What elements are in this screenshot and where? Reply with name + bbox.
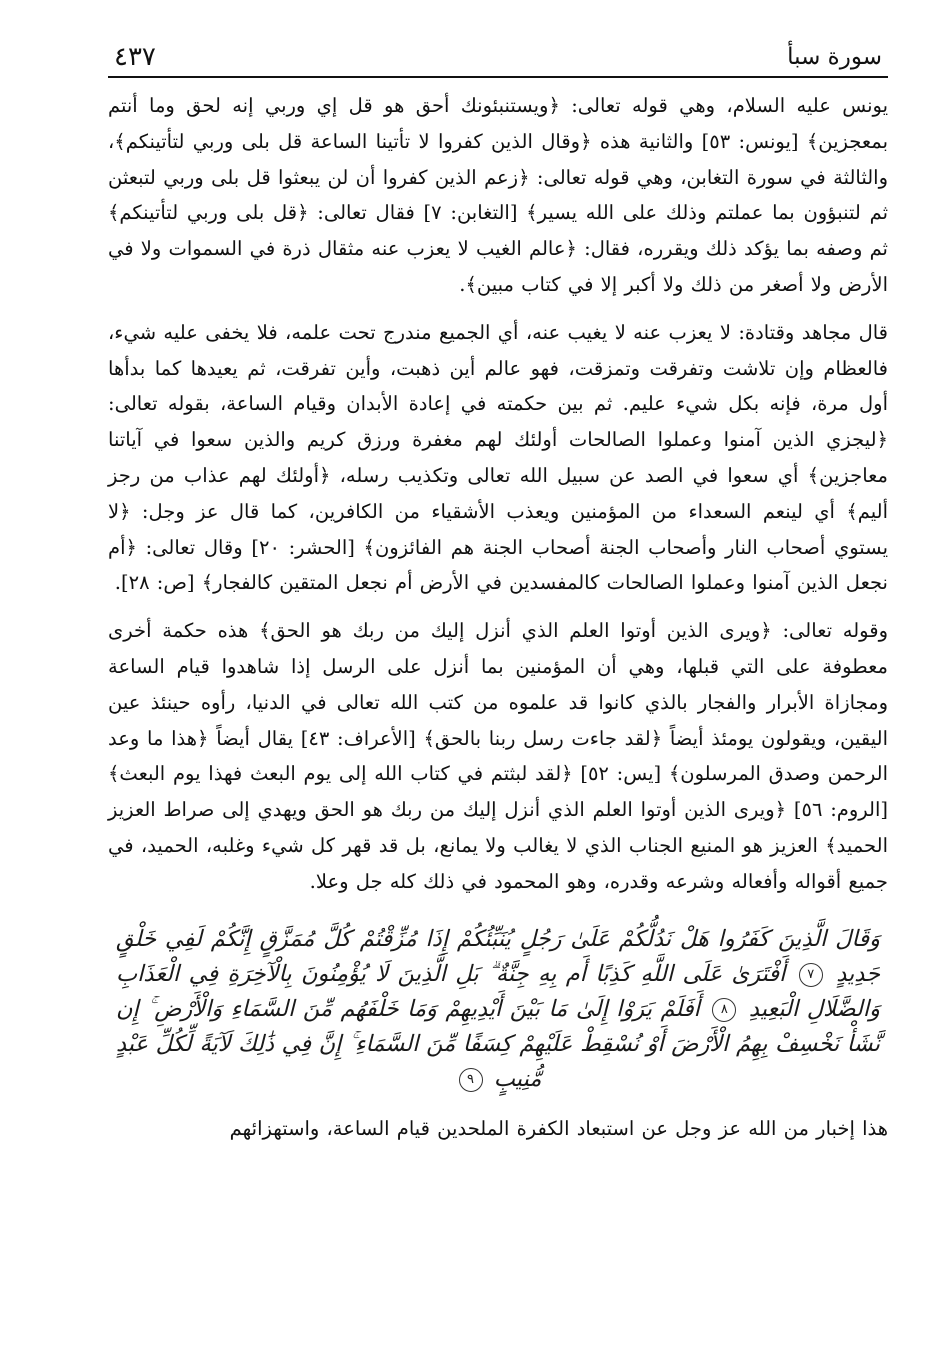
paragraph-2: قال مجاهد وقتادة: لا يعزب عنه لا يغيب عنه، أي الجميع مندرج تحت علمه، فلا يخفى عليه شيء، فالعظام وإن تلاشت وتفرقت وتمزقت، فهو عالم أين ذهبت، وأين تفرقت، ثم يعيدها كما بدأها أول مرة، فإنه بكل شيء عليم. ثم بين حكمته في إعادة الأبدان وقيام الساعة، بقوله تعالى: ﴿ليجزي الذين آمنوا وعملوا الصالحات أولئك لهم مغفرة ورزق كريم والذين سعوا في آياتنا معاجزين﴾ أي سعوا في الصد عن سبيل الله تعالى وتكذيب رسله، ﴿أولئك لهم عذاب من رجز أليم﴾ أي لينعم السعداء من المؤمنين ويعذب الأشقياء من الكافرين، كما قال عز وجل: ﴿لا يستوي أصحاب النار وأصحاب الجنة أصحاب الجنة هم الفائزون﴾ [الحشر: ٢٠] وقال تعالى: ﴿أم نجعل الذين آمنوا وعملوا الصالحات كالمفسدين في الأرض أم نجعل المتقين كالفجار﴾ [ص: ٢٨]. [108,320,888,595]
quran-verses [116,922,880,1097]
closing-paragraph: هذا إخبار من الله عز وجل عن استبعاد الكفرة الملحدين قيام الساعة، واستهزائهم [229,1116,888,1140]
ayah-number-9: ٩ [459,1068,483,1092]
page-number: ٤٣٧ [114,42,156,72]
verse-8: أَفْتَرَىٰ عَلَى اللَّهِ كَذِبًا أَم بِهِ جِنَّةٌ ۗ بَلِ الَّذِينَ لَا يُؤْمِنُونَ بِالْآخِرَةِ فِي الْعَذَابِ وَالضَّلَالِ الْبَعِيدِ [116,960,881,1022]
book-page [108,36,888,1336]
paragraph-3: وقوله تعالى: ﴿ويرى الذين أوتوا العلم الذي أنزل إليك من ربك هو الحق﴾ هذه حكمة أخرى معطوفة على التي قبلها، وهي أن المؤمنين بما أنزل على الرسل إذا شاهدوا قيام الساعة ومجازاة الأبرار والفجار بالذي كانوا قد علموه من كتب الله تعالى في الدنيا، رأوه حينئذ عين اليقين، ويقولون يومئذ أيضاً ﴿لقد جاءت رسل ربنا بالحق﴾ [الأعراف: ٤٣] يقال أيضاً ﴿هذا ما وعد الرحمن وصدق المرسلون﴾ [يس: ٥٢] ﴿لقد لبثتم في كتاب الله إلى يوم البعث فهذا يوم البعث﴾ [الروم: ٥٦] ﴿ويرى الذين أوتوا العلم الذي أنزل إليك من ربك هو الحق ويهدي إلى صراط العزيز الحميد﴾ العزيز هو المنيع الجناب الذي لا يغالب ولا يمانع، بل قد قهر كل شيء وغلبه، الحميد، في جميع أقواله وأفعاله وشرعه وقدره، وهو المحمود في ذلك كله جل وعلا. [108,619,889,893]
page-header [108,36,888,78]
verse-9: أَفَلَمْ يَرَوْا إِلَىٰ مَا بَيْنَ أَيْدِيهِمْ وَمَا خَلْفَهُم مِّنَ السَّمَاءِ وَالْأَرْضِ ۚ إِن نَّشَأْ نَخْسِفْ بِهِمُ الْأَرْضَ أَوْ نُسْقِطْ عَلَيْهِمْ كِسَفًا مِّنَ السَّمَاءِ ۚ إِنَّ فِي ذَٰلِكَ لَآيَةً لِّكُلِّ عَبْدٍ مُّنِيبٍ [116,995,880,1092]
ayah-number-8: ٨ [712,998,736,1022]
verse-7: وَقَالَ الَّذِينَ كَفَرُوا هَلْ نَدُلُّكُمْ عَلَىٰ رَجُلٍ يُنَبِّئُكُمْ إِذَا مُزِّقْتُمْ كُلَّ مُمَزَّقٍ إِنَّكُمْ لَفِي خَلْقٍ جَدِيدٍ [116,925,881,987]
paragraph-1: يونس عليه السلام، وهي قوله تعالى: ﴿ويستنبئونك أحق هو قل إي وربي إنه لحق وما أنتم بمعجزين﴾ [يونس: ٥٣] والثانية هذه ﴿وقال الذين كفروا لا تأتينا الساعة قل بلى وربي لتأتينكم﴾، والثالثة في سورة التغابن، وهي قوله تعالى: ﴿زعم الذين كفروا أن لن يبعثوا قل بلى وربي لتبعثن ثم لتنبؤون بما عملتم وذلك على الله يسير﴾ [التغابن: ٧] فقال تعالى: ﴿قل بلى وربي لتأتينكم﴾ ثم وصفه بما يؤكد ذلك ويقرره، فقال: ﴿عالم الغيب لا يعزب عنه مثقال ذرة في السموات ولا في الأرض ولا أصغر من ذلك ولا أكبر إلا في كتاب مبين﴾. [107,94,888,296]
ayah-number-7: ٧ [799,963,823,987]
surah-title: سورة سبأ [787,44,882,70]
